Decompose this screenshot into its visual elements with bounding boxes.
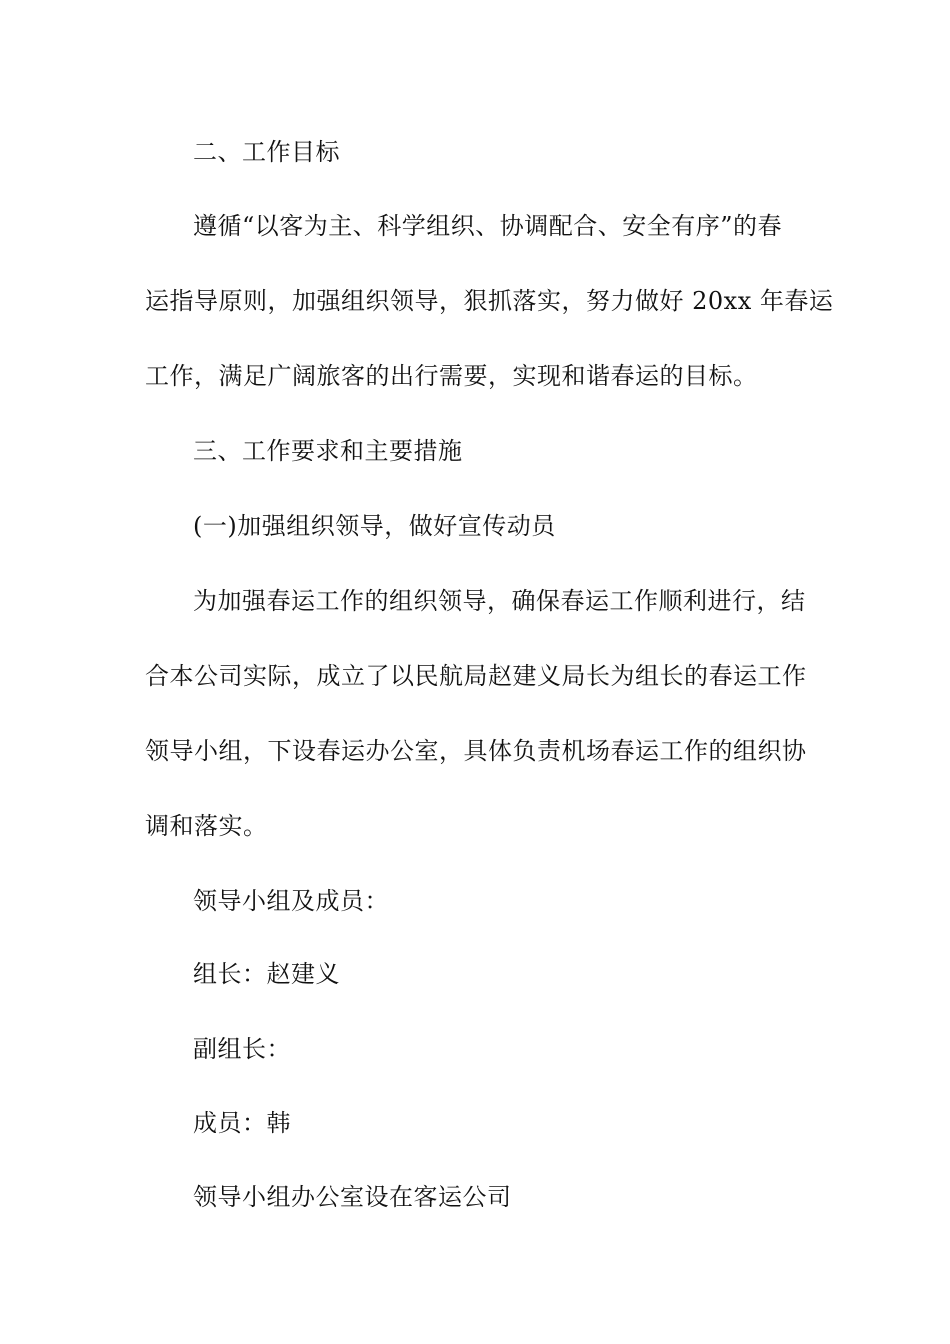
paragraph-line: 运指导原则，加强组织领导，狠抓落实，努力做好 20xx 年春运: [145, 287, 834, 315]
subsection-one-heading: (一)加强组织领导，做好宣传动员: [193, 512, 556, 540]
paragraph-line: 合本公司实际，成立了以民航局赵建义局长为组长的春运工作: [145, 662, 807, 690]
deputy-leader-line: 副组长：: [193, 1035, 291, 1063]
section-two-heading: 二、工作目标: [193, 138, 340, 166]
paragraph-line: 调和落实。: [145, 812, 268, 840]
paragraph-line: 遵循“以客为主、科学组织、协调配合、安全有序”的春: [193, 212, 783, 240]
paragraph-line: 为加强春运工作的组织领导，确保春运工作顺利进行，结: [193, 587, 806, 615]
leadership-group-label: 领导小组及成员：: [193, 887, 389, 915]
section-three-heading: 三、工作要求和主要措施: [193, 437, 463, 465]
members-line: 成员：韩: [193, 1109, 291, 1137]
office-line: 领导小组办公室设在客运公司: [193, 1183, 512, 1211]
paragraph-line: 领导小组，下设春运办公室，具体负责机场春运工作的组织协: [145, 737, 807, 765]
paragraph-line: 工作，满足广阔旅客的出行需要，实现和谐春运的目标。: [145, 362, 758, 390]
leader-line: 组长：赵建义: [193, 960, 340, 988]
